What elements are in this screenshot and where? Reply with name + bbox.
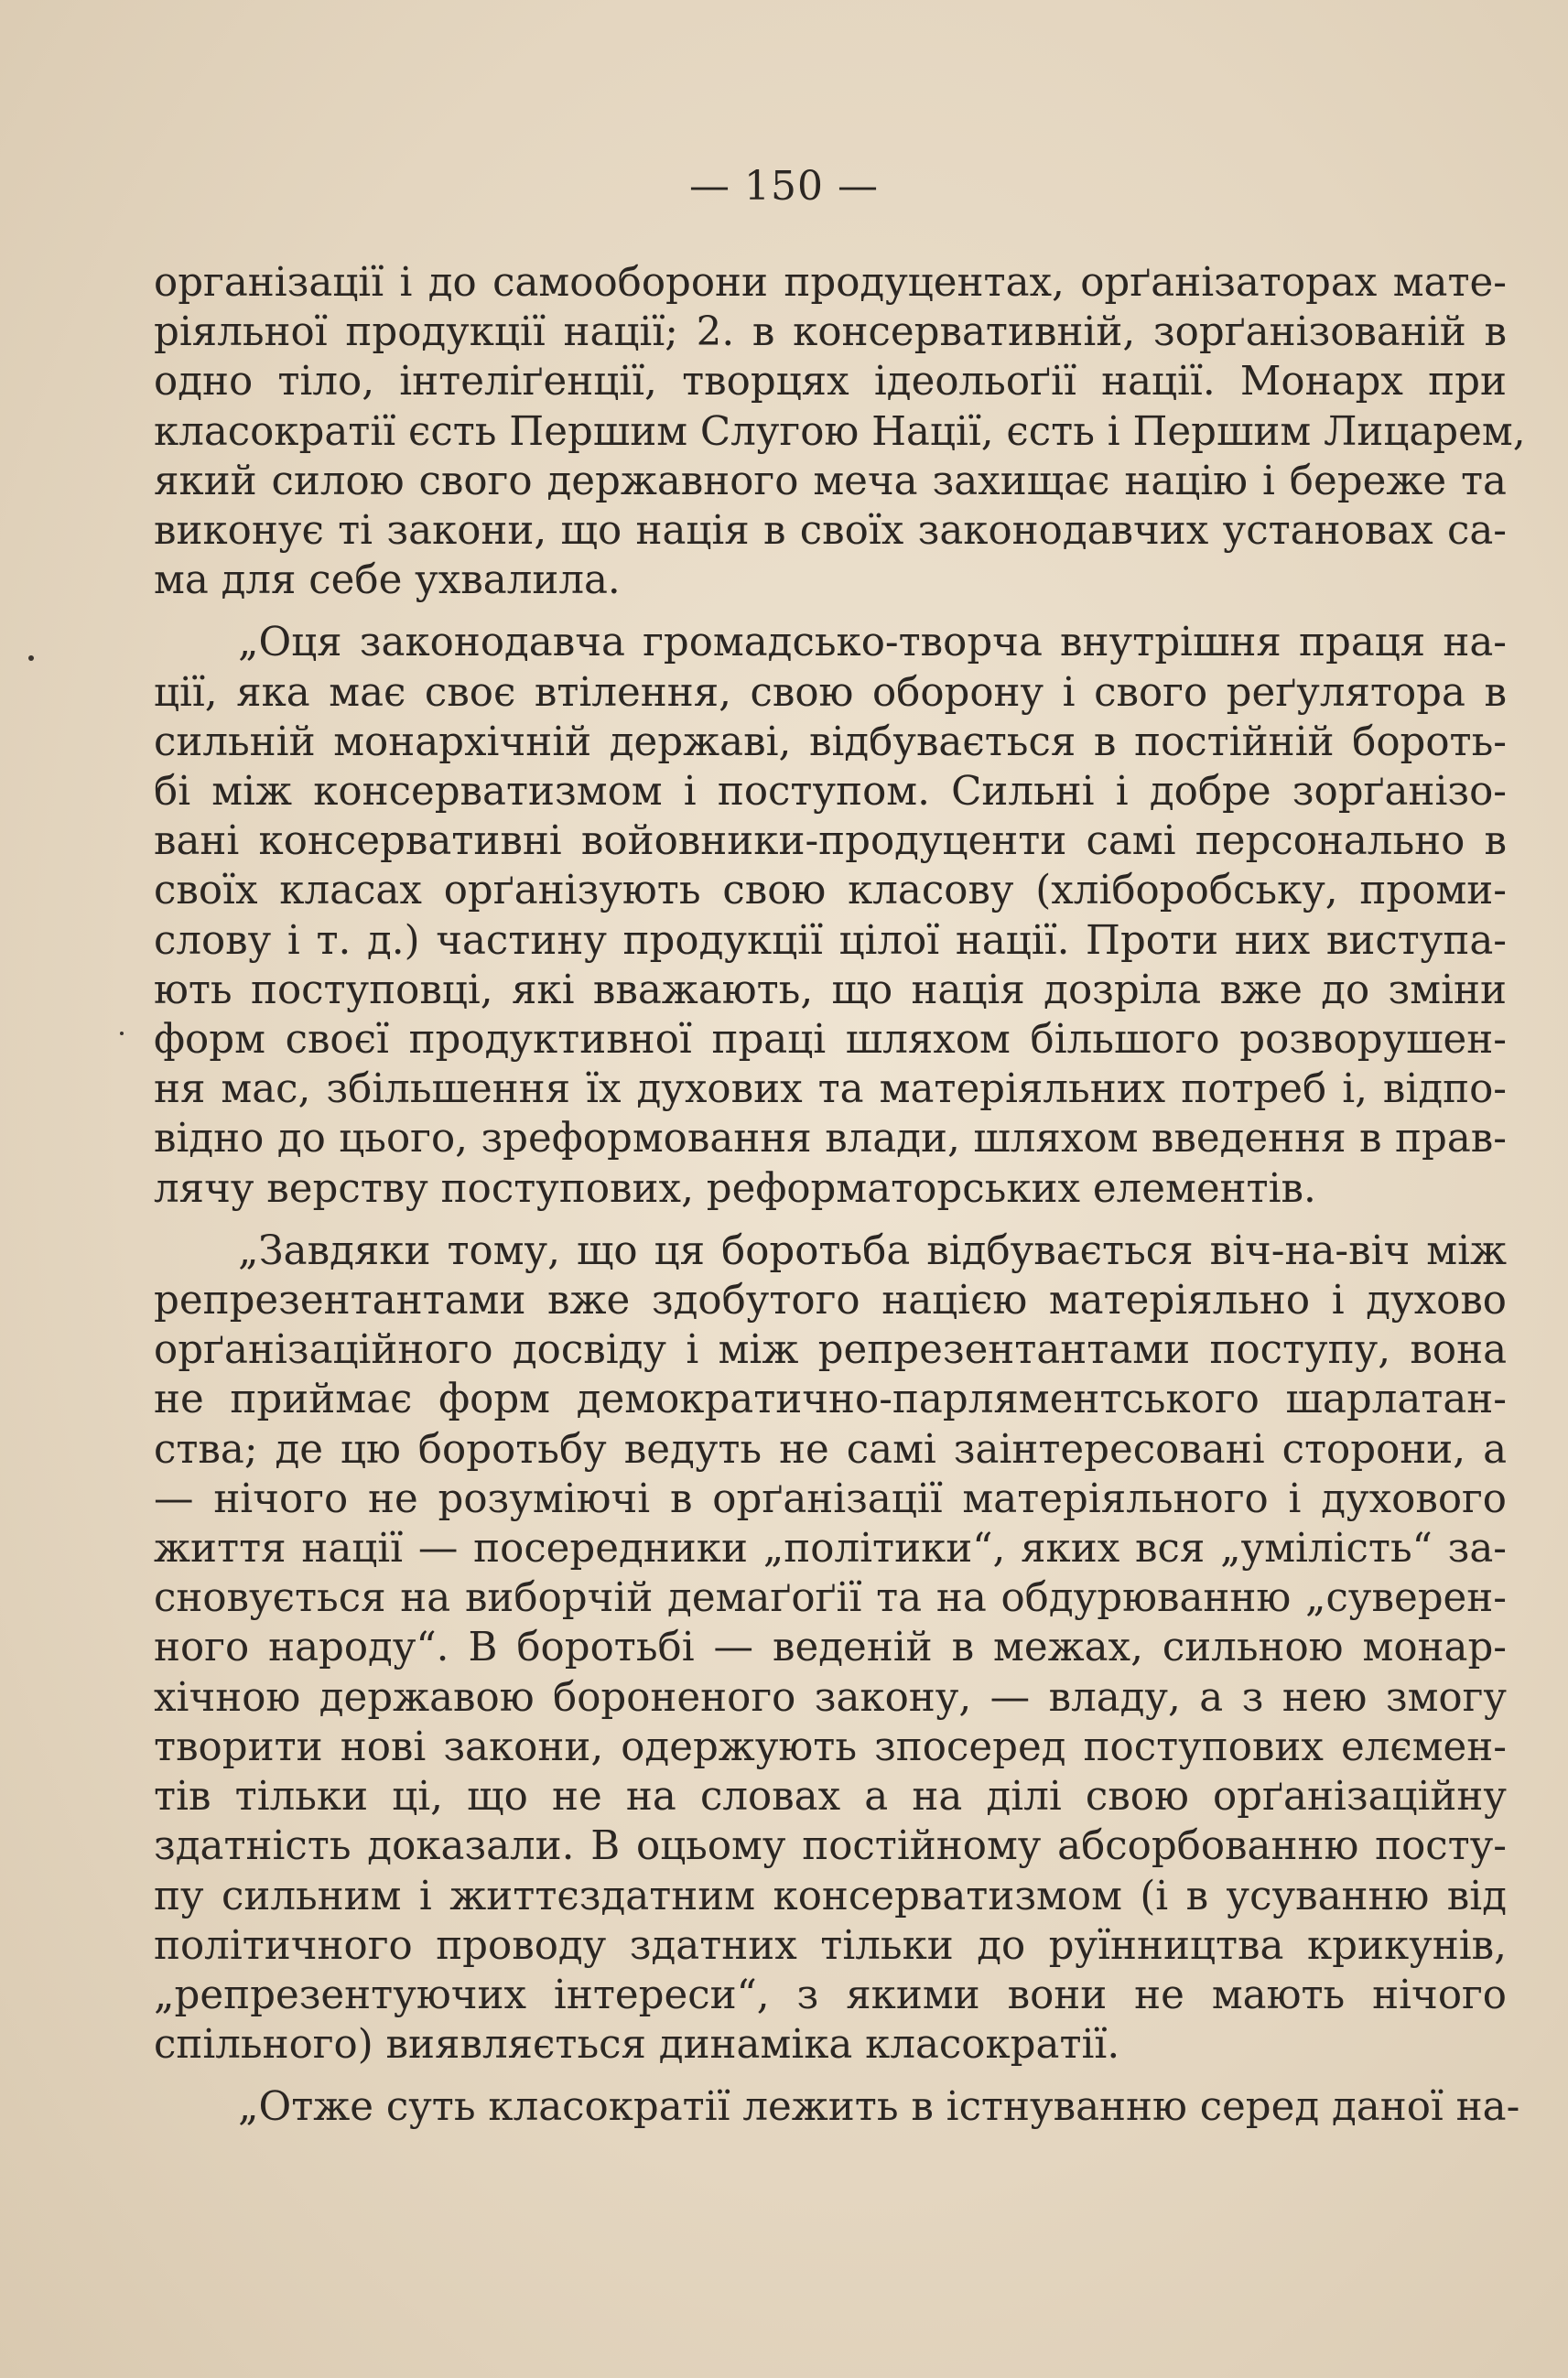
body-text [154, 258, 1526, 2133]
paragraph-gap [154, 605, 1507, 618]
text-line: „Оця законодавча громадсько-творча внутрішня праця на- [238, 620, 1507, 666]
text-line: хічною державою бороненого закону, — владу, а з нею змогу [154, 1674, 1507, 1721]
text-line: пу сильним і життєздатним консерватизмом (і в усуванню від [154, 1873, 1507, 1919]
text-line: ють поступовці, які вважають, що нація дозріла вже до зміни [154, 967, 1507, 1013]
text-line: слову і т. д.) частину продукції цілої нації. Проти них виступа- [154, 917, 1507, 964]
paragraph [154, 258, 1526, 605]
paragraph [154, 618, 1507, 1213]
text-line: лячу верству поступових, реформаторських елементів. [154, 1165, 1316, 1212]
text-line: репрезентантами вже здобутого нацією матеріяльно і духово [154, 1278, 1507, 1324]
text-line: який силою свого державного меча захищає націю і береже та [154, 458, 1507, 504]
text-line: виконує ті закони, що нація в своїх законодавчих установах са- [154, 508, 1507, 555]
text-line: — нічого не розуміючі в орґанізації матеріяльного і духового [154, 1475, 1507, 1522]
text-line: „Завдяки тому, що ця боротьба відбувається віч-на-віч між [238, 1227, 1507, 1274]
text-line: не приймає форм демократично-парляментського шарлатан- [154, 1377, 1507, 1423]
text-line: сильній монархічній державі, відбувається в постійній бороть- [154, 719, 1507, 765]
ink-speck [120, 1032, 124, 1035]
text-line: спільного) виявляється динаміка класократії. [154, 2022, 1120, 2069]
text-line: орґанізаційного досвіду і між репрезентантами поступу, вона [154, 1327, 1507, 1374]
paragraph-gap [154, 1214, 1507, 1227]
text-line: своїх класах орґанізують свою класову (хліборобську, проми- [154, 868, 1507, 914]
text-line: ня мас, збільшення їх духових та матеріяльних потреб і, відпо- [154, 1066, 1507, 1113]
paragraph [154, 2082, 1520, 2132]
text-line: здатність доказали. В оцьому постійному абсорбованню посту- [154, 1823, 1507, 1870]
text-line: форм своєї продуктивної праці шляхом більшого розворушен- [154, 1017, 1507, 1064]
text-line: ріяльної продукції нації; 2. в консервативній, зорґанізованій в [154, 309, 1507, 356]
ink-speck [28, 655, 34, 661]
paragraph [154, 1227, 1507, 2070]
text-line: „репрезентуючих інтереси“, з якими вони не мають нічого [154, 1972, 1507, 2018]
text-line: одно тіло, інтеліґенції, творцях ідеольоґії нації. Монарх при [154, 359, 1507, 405]
text-line: ного народу“. В боротьбі — веденій в межах, сильною монар- [154, 1625, 1507, 1671]
text-line: ма для себе ухвалила. [154, 557, 621, 604]
text-line: бі між консерватизмом і поступом. Сильні і добре зорґанізо- [154, 769, 1507, 816]
text-line: життя нації — посередники „політики“, яких вся „умілість“ за- [154, 1526, 1507, 1573]
text-line: творити нові закони, одержують зпосеред поступових елємен- [154, 1724, 1507, 1770]
text-line: „Отже суть класократії лежить в істнуванню серед даної на- [238, 2084, 1520, 2131]
text-line: відно до цього, зреформовання влади, шляхом введення в прав- [154, 1116, 1507, 1162]
text-line: тів тільки ці, що не на словах а на ділі свою орґанізаційну [154, 1774, 1507, 1821]
text-line: сновується на виборчій демаґоґії та на обдурюванню „суверен- [154, 1575, 1507, 1622]
text-line: вані консервативні войовники-продуценти самі персонально в [154, 818, 1507, 865]
paragraph-gap [154, 2070, 1507, 2082]
text-line: політичного проводу здатних тільки до руїнництва крикунів, [154, 1922, 1507, 1969]
page-number: — 150 — [689, 163, 879, 210]
text-line: організації і до самооборони продуцентах, орґанізаторах мате- [154, 260, 1507, 306]
text-line: ства; де цю боротьбу ведуть не самі заінтересовані сторони, а [154, 1426, 1507, 1473]
text-line: ції, яка має своє втілення, свою оборону і свого реґулятора в [154, 669, 1507, 716]
text-line: класократії єсть Першим Слугою Нації, єсть і Першим Лицарем, [154, 408, 1526, 455]
